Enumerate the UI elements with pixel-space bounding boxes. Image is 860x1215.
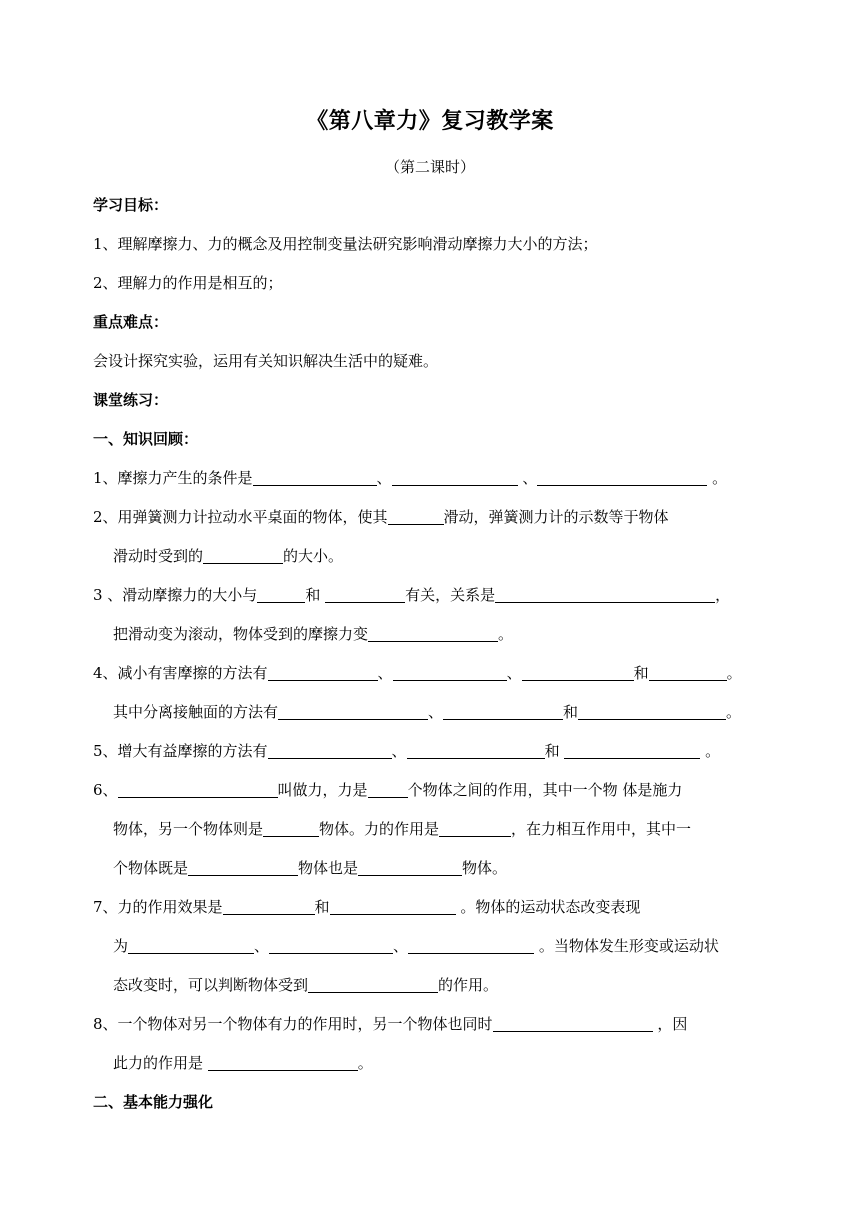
question-5: 5、增大有益摩擦的方法有 、 和 。 (93, 742, 721, 760)
answer-blank[interactable] (495, 586, 715, 603)
question-7-cont: 态改变时，可以判断物体受到 的作用。 (113, 976, 499, 994)
answer-blank[interactable] (358, 859, 462, 876)
goal-item: 1、理解摩擦力、力的概念及用控制变量法研究影响滑动摩擦力大小的方法； (93, 235, 598, 253)
answer-blank[interactable] (443, 703, 563, 720)
question-6: 6、 叫做力，力是 个物体之间的作用，其中一个物 体是施力 (93, 781, 683, 799)
answer-blank[interactable] (649, 664, 727, 681)
answer-blank[interactable] (208, 1054, 358, 1071)
question-7-cont: 为 、 、 。当物体发生形变或运动状 (113, 937, 719, 955)
question-7: 7、力的作用效果是 和 。物体的运动状态改变表现 (93, 898, 641, 916)
answer-blank[interactable] (522, 664, 634, 681)
answer-blank[interactable] (128, 937, 254, 954)
section2-heading: 二、基本能力强化 (93, 1093, 214, 1111)
answer-blank[interactable] (368, 625, 498, 642)
goals-heading: 学习目标： (93, 196, 169, 214)
answer-blank[interactable] (578, 703, 726, 720)
answer-blank[interactable] (388, 508, 444, 525)
question-2-cont: 滑动时受到的 的大小。 (113, 547, 344, 565)
answer-blank[interactable] (564, 742, 700, 759)
answer-blank[interactable] (408, 937, 534, 954)
answer-blank[interactable] (325, 586, 405, 603)
question-3: 3 、滑动摩擦力的大小与 和 有关，关系是 ， (93, 586, 731, 604)
answer-blank[interactable] (269, 937, 393, 954)
answer-blank[interactable] (392, 469, 518, 486)
answer-blank[interactable] (493, 1015, 653, 1032)
question-4: 4、减小有害摩擦的方法有 、 、 和 。 (93, 664, 742, 682)
answer-blank[interactable] (407, 742, 545, 759)
page-title: 《第八章力》复习教学案 (306, 108, 554, 134)
page-subtitle: （第二课时） (384, 158, 475, 176)
question-6-cont: 物体，另一个物体则是 物体。力的作用是 ，在力相互作用中，其中一 (113, 820, 692, 838)
answer-blank[interactable] (308, 976, 438, 993)
question-1: 1、摩擦力产生的条件是 、 、 。 (93, 469, 728, 487)
answer-blank[interactable] (278, 703, 428, 720)
question-2: 2、用弹簧测力计拉动水平桌面的物体，使其 滑动，弹簧测力计的示数等于物体 (93, 508, 669, 526)
goal-item: 2、理解力的作用是相互的； (93, 274, 283, 292)
answer-blank[interactable] (268, 742, 392, 759)
answer-blank[interactable] (268, 664, 378, 681)
answer-blank[interactable] (203, 547, 283, 564)
key-points-heading: 重点难点： (93, 313, 169, 331)
practice-heading: 课堂练习： (93, 391, 169, 409)
answer-blank[interactable] (439, 820, 511, 837)
answer-blank[interactable] (188, 859, 298, 876)
answer-blank[interactable] (537, 469, 707, 486)
answer-blank[interactable] (257, 586, 305, 603)
answer-blank[interactable] (393, 664, 507, 681)
question-8: 8、一个物体对另一个物体有力的作用时，另一个物体也同时 ，因 (93, 1015, 688, 1033)
answer-blank[interactable] (118, 781, 278, 798)
question-4-cont: 其中分离接触面的方法有 、 和 。 (113, 703, 742, 721)
question-3-cont: 把滑动变为滚动，物体受到的摩擦力变 。 (113, 625, 514, 643)
answer-blank[interactable] (253, 469, 377, 486)
key-points-text: 会设计探究实验，运用有关知识解决生活中的疑难。 (93, 352, 439, 370)
answer-blank[interactable] (330, 898, 456, 915)
question-8-cont: 此力的作用是 。 (113, 1054, 373, 1072)
section1-heading: 一、知识回顾： (93, 430, 199, 448)
question-6-cont: 个物体既是 物体也是 物体。 (113, 859, 508, 877)
answer-blank[interactable] (223, 898, 315, 915)
answer-blank[interactable] (368, 781, 408, 798)
answer-blank[interactable] (263, 820, 319, 837)
